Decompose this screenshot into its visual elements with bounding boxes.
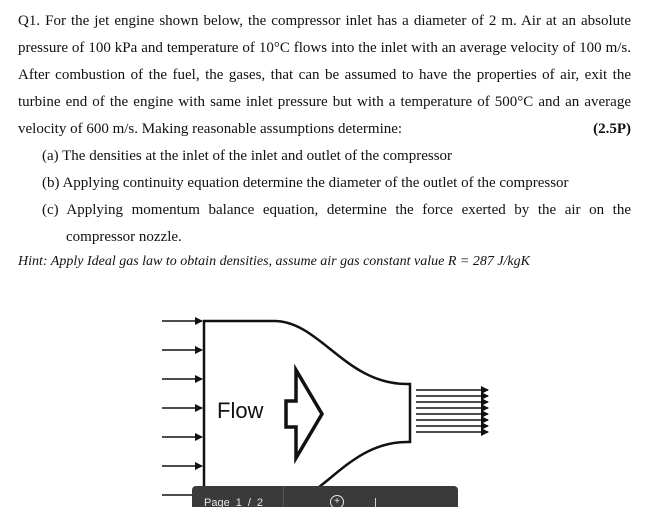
pdf-viewer-toolbar [192, 486, 458, 507]
question-parts [18, 143, 631, 251]
page-separator: / [247, 496, 251, 507]
toolbar-divider [283, 486, 284, 507]
question-document [18, 8, 631, 273]
more-icon[interactable]: | [374, 496, 377, 507]
part-a [18, 143, 631, 170]
part-b-text: Applying continuity equation determine the diameter of the outlet of the compressor [62, 175, 569, 191]
outlet-arrows [416, 390, 488, 432]
flow-label: Flow [217, 398, 264, 423]
part-c [18, 197, 631, 251]
compressor-nozzle-figure [150, 298, 510, 507]
hint-text: Hint: Apply Ideal gas law to obtain densities, assume air gas constant value R = 287 J/kgK [18, 254, 530, 269]
flow-arrow-icon [286, 370, 322, 458]
marks-badge: (2.5P) [593, 121, 631, 137]
question-intro-text: Q1. For the jet engine shown below, the compressor inlet has a diameter of 2 m. Air at an absolute pressure of 100 kPa and temperature of 10°C flows into the inlet with an average velocity of 100 m/s. After combustion of the fuel, the gases, that can be assumed to have the properties of air, exit the turbine end of the engine with same inlet pressure but with a temperature of 500°C and an average velocity of 600 m/s. Making reasonable assumptions determine: [18, 13, 631, 137]
part-c-text: Applying momentum balance equation, determine the force exerted by the air on the compressor nozzle. [66, 202, 631, 245]
page-current-input[interactable]: 1 [235, 496, 242, 507]
part-c-label: (c) [42, 202, 59, 218]
page-total: 2 [256, 496, 264, 507]
part-b-label: (b) [42, 175, 60, 191]
jet-engine-diagram [150, 298, 510, 507]
page-indicator [192, 497, 263, 508]
inlet-arrows [162, 321, 202, 495]
part-a-label: (a) [42, 148, 59, 164]
page-label: Page [204, 496, 230, 507]
zoom-in-icon[interactable]: + [330, 495, 344, 508]
question-intro [18, 8, 631, 143]
part-a-text: The densities at the inlet of the inlet and outlet of the compressor [62, 148, 453, 164]
part-b [18, 170, 631, 197]
